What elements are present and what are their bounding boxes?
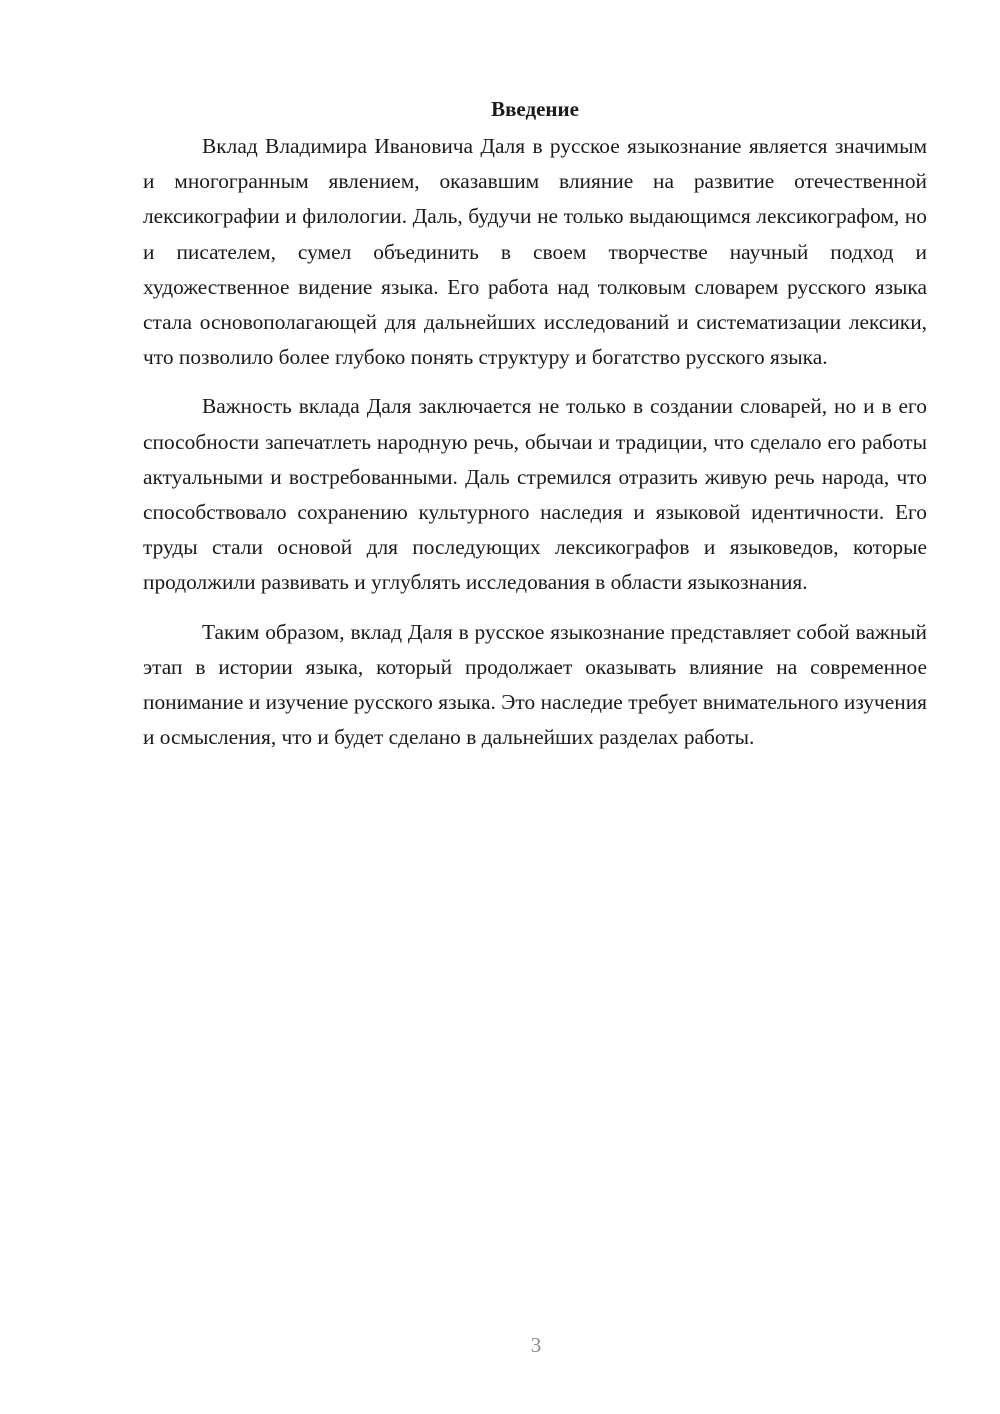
- page-body: [143, 92, 927, 769]
- paragraph-2: Важность вклада Даля заключается не только в создании словарей, но и в его способности запечатлеть народную речь, обычаи и традиции, что сделало его работы актуальными и востребованными. Даль стремился отразить живую речь народа, что способствовало сохранению культурного наследия и языковой идентичности. Его труды стали основой для последующих лексикографов и языковедов, которые продолжили развивать и углублять исследования в области языкознания.: [143, 394, 927, 595]
- page-number: 3: [530, 1333, 542, 1357]
- section-heading: Введение: [491, 97, 579, 121]
- paragraph-3: Таким образом, вклад Даля в русское языкознание представляет собой важный этап в истории языка, который продолжает оказывать влияние на современное понимание и изучение русского языка. Это наследие требует внимательного изучения и осмысления, что и будет сделано в дальнейших разделах работы.: [143, 619, 927, 750]
- paragraph-1: Вклад Владимира Ивановича Даля в русское языкознание является значимым и многогранным явлением, оказавшим влияние на развитие отечественной лексикографии и филологии. Даль, будучи не только выдающимся лексикографом, но и писателем, сумел объединить в своем творчестве научный подход и художественное видение языка. Его работа над толковым словарем русского языка стала основополагающей для дальнейших исследований и систематизации лексики, что позволило более глубоко понять структуру и богатство русского языка.: [143, 134, 927, 370]
